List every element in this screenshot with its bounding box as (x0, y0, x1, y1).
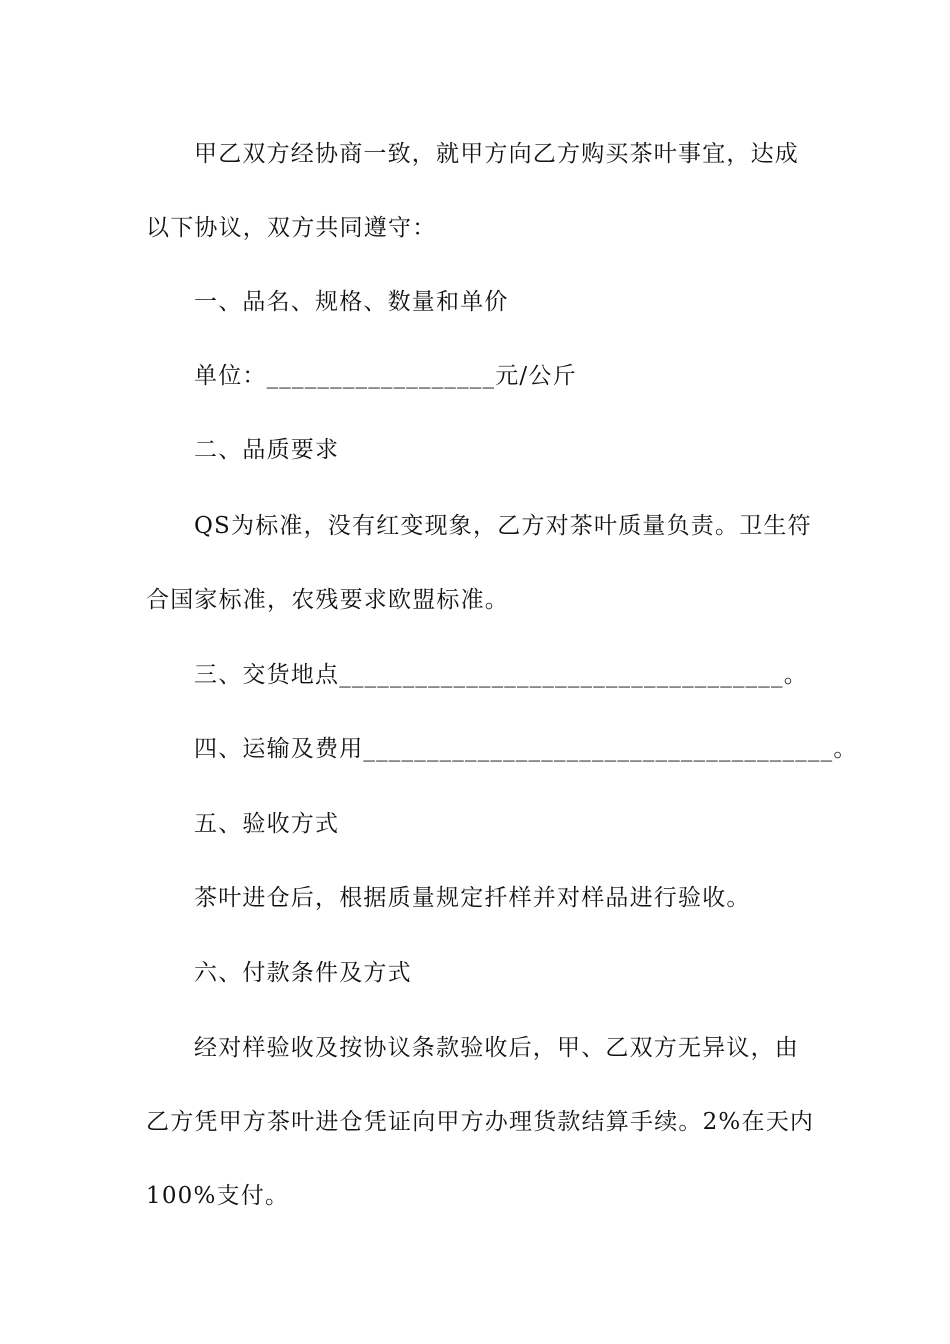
section-3-label: 三、交货地点 (194, 662, 340, 688)
section-6-heading: 六、付款条件及方式 (194, 960, 412, 986)
unit-suffix: 元/公斤 (495, 363, 577, 389)
section-3-delivery-line (146, 660, 854, 690)
intro-paragraph-line-2: 以下协议，双方共同遵守： (146, 215, 437, 241)
unit-label: 单位： (194, 363, 267, 389)
quality-paragraph-line-1: QS为标准，没有红变现象，乙方对茶叶质量负责。卫生符 (194, 513, 812, 539)
transport-cost-blank: _____________________________________ (363, 736, 834, 762)
section-4-label: 四、运输及费用 (194, 736, 364, 762)
section-1-heading: 一、品名、规格、数量和单价 (194, 289, 509, 315)
payment-paragraph-line-2: 乙方凭甲方茶叶进仓凭证向甲方办理货款结算手续。2%在天内 (146, 1109, 815, 1135)
section-3-end: 。 (783, 662, 808, 688)
section-4-transport-line (146, 734, 858, 764)
section-5-heading: 五、验收方式 (194, 811, 340, 837)
unit-price-line (146, 361, 854, 391)
section-4-end: 。 (833, 736, 858, 762)
section-2-heading: 二、品质要求 (194, 437, 340, 463)
payment-paragraph-line-1: 经对样验收及按协议条款验收后，甲、乙双方无异议，由 (194, 1035, 799, 1061)
intro-paragraph-line-1: 甲乙双方经协商一致，就甲方向乙方购买茶叶事宜，达成 (194, 141, 799, 167)
inspection-paragraph: 茶叶进仓后，根据质量规定扦样并对样品进行验收。 (194, 885, 751, 911)
quality-paragraph-line-2: 合国家标准，农残要求欧盟标准。 (146, 587, 509, 613)
payment-paragraph-line-3: 100%支付。 (146, 1183, 290, 1209)
delivery-location-blank: ___________________________________ (339, 662, 784, 688)
unit-price-blank: __________________ (266, 363, 496, 389)
